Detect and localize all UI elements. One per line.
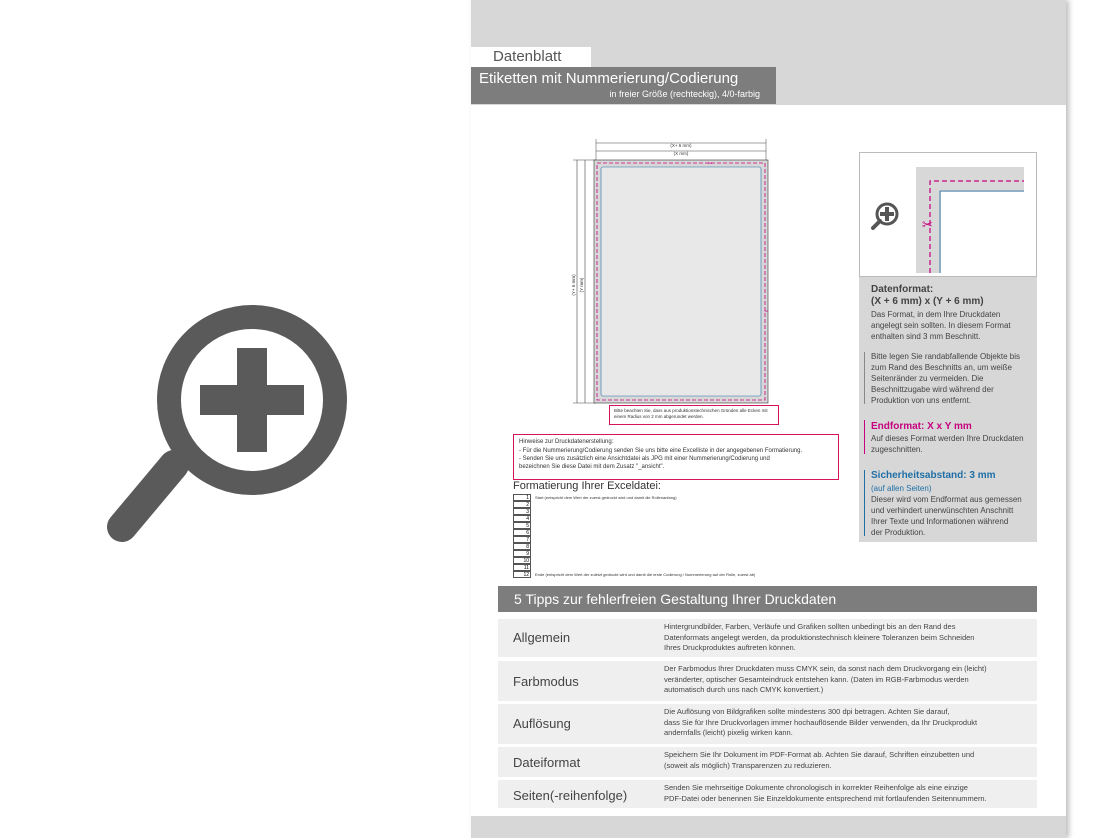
tip-line: Speichern Sie Ihr Dokument im PDF-Format ab. Achten Sie darauf, Schriften einzubetten und <box>664 750 975 759</box>
endformat-text: zugeschnitten. <box>871 445 923 454</box>
legend-panel <box>859 152 1037 542</box>
excel-row <box>513 501 843 508</box>
excel-row <box>513 557 843 564</box>
safety-text: Ihrer Texte und Informationen während <box>871 517 1009 526</box>
excel-row <box>513 564 843 571</box>
tip-row-allgemein <box>498 619 1037 657</box>
tip-line: Der Farbmodus Ihrer Druckdaten muss CMYK sein, da sonst nach dem Druckvorgang ein (leicht) <box>664 664 987 673</box>
excel-row <box>513 494 843 501</box>
tip-line: Ihres Druckproduktes auftreten können. <box>664 643 796 652</box>
hints-box <box>513 434 839 480</box>
excel-row <box>513 550 843 557</box>
tip-line: Senden Sie mehrseitige Dokumente chronologisch in korrekter Reihenfolge als eine einzige <box>664 783 968 792</box>
hints-line: - Für die Nummerierung/Codierung senden Sie uns bitte eine Excelliste in der angegebenen Formatierung. <box>519 448 803 454</box>
datenformat-text: angelegt sein sollten. In diesem Format <box>871 321 1011 330</box>
row-number: 2 <box>513 501 531 508</box>
dim-outer-v-label: (Y+ 6 mm) <box>571 274 576 296</box>
row-number: 1 <box>513 494 531 501</box>
bleed-text: Beschnittzugabe wird während der <box>871 385 994 394</box>
datasheet-page <box>471 0 1066 838</box>
tip-desc <box>664 664 987 696</box>
sheet-label: Datenblatt <box>471 47 591 67</box>
tip-label: Dateiformat <box>513 755 581 770</box>
tip-label: Farbmodus <box>513 674 579 689</box>
tip-line: Hintergrundbilder, Farben, Verläufe und Grafiken sollten unbedingt bis an den Rand des <box>664 622 956 631</box>
tip-desc <box>664 783 987 804</box>
tip-line: veränderter, optischer Gesamteindruck entstehen kann. (Daten im RGB-Farbmodus werden <box>664 674 969 684</box>
safety-text: Dieser wird vom Endformat aus gemessen <box>871 495 1022 504</box>
tip-desc <box>664 707 977 739</box>
safety-rect <box>601 167 761 396</box>
tip-line: andernfalls (leicht) pixelig wirken kann. <box>664 728 793 737</box>
tip-line: PDF-Datei oder benennen Sie Einzeldokumente entsprechend mit fortlaufenden Seitennummern. <box>664 793 987 803</box>
tip-label: Seiten(-reihenfolge) <box>513 788 628 803</box>
row-number: 12 <box>513 571 531 578</box>
endformat-text: Auf dieses Format werden Ihre Druckdaten <box>871 434 1024 443</box>
tip-row-seiten <box>498 780 1037 808</box>
excel-row <box>513 515 843 522</box>
zoom-in-icon[interactable] <box>104 305 356 545</box>
scissors-icon: ✂ <box>764 309 769 315</box>
scissors-icon: ✂ <box>708 161 713 167</box>
datenformat-title: Datenformat: <box>871 284 934 295</box>
tip-desc <box>664 622 974 654</box>
datenformat-text: Das Format, in dem Ihre Druckdaten <box>871 310 1001 319</box>
tip-label: Allgemein <box>513 630 571 645</box>
row-number: 7 <box>513 536 531 543</box>
hints-line: bezeichnen Sie diese Datei mit dem Zusatz "_ansicht". <box>519 464 665 470</box>
tip-line: Die Auflösung von Bildgrafiken sollte mindestens 300 dpi betragen. Achten Sie darauf, <box>664 707 950 716</box>
safety-text: und verhindert unerwünschten Anschnitt <box>871 506 1014 515</box>
bleed-text: Seitenränder zu vermeiden. Die <box>871 374 984 383</box>
row-number: 9 <box>513 550 531 557</box>
datenformat-value: (X + 6 mm) x (Y + 6 mm) <box>871 296 984 307</box>
row-number: 8 <box>513 543 531 550</box>
tip-line: (soweit als möglich) Transparenzen zu reduzieren. <box>664 760 832 770</box>
tips-heading: 5 Tipps zur fehlerfreien Gestaltung Ihrer Druckdaten <box>498 586 1037 612</box>
row-number: 4 <box>513 515 531 522</box>
sheet-subtitle: in freier Größe (rechteckig), 4/0-farbig <box>609 89 760 99</box>
tip-row-aufloesung <box>498 704 1037 744</box>
sheet-footer-band <box>471 816 1066 838</box>
sheet-title-bar <box>471 67 776 104</box>
tip-line: dass Sie für Ihre Druckvorlagen immer hochauflösende Bilder verwenden, da Ihr Druckprodukt <box>664 717 978 727</box>
safety-title: Sicherheitsabstand: 3 mm <box>871 470 996 481</box>
excel-row <box>513 536 843 543</box>
sheet-title: Etiketten mit Nummerierung/Codierung <box>479 70 739 87</box>
hints-line: - Senden Sie uns zusätzlich eine Ansichtdatei als JPG mit einer Nummerierung/Codierung und <box>519 456 770 462</box>
bleed-text: zum Rand des Beschnitts an, um weiße <box>871 363 1012 372</box>
endformat-title: Endformat: X x Y mm <box>871 421 972 432</box>
row-note: Ende (entspricht dem Wert der zuletzt gedruckt wird und damit die erste Codierung / Nummerierung auf der Rolle, zuerst ab) <box>535 572 756 577</box>
tip-desc <box>664 750 974 771</box>
row-number: 6 <box>513 529 531 536</box>
excel-row <box>513 571 843 578</box>
dim-inner-label: (X mm) <box>673 151 689 156</box>
row-note: Start (entspricht dem Wert der zuerst gedruckt wird und damit die Rollenanfang) <box>535 495 677 500</box>
excel-title: Formatierung Ihrer Exceldatei: <box>513 480 661 492</box>
scissors-icon: ✂ <box>922 218 933 233</box>
label-format-drawing <box>571 135 781 435</box>
tip-label: Auflösung <box>513 716 571 731</box>
dim-inner-v-label: (Y mm) <box>579 277 584 293</box>
tip-row-dateiformat <box>498 747 1037 777</box>
excel-row <box>513 522 843 529</box>
bleed-text: Bitte legen Sie randabfallende Objekte bis <box>871 352 1020 361</box>
tip-line: Datenformats angelegt werden, da produktionstechnisch kleinere Toleranzen beim Schneiden <box>664 632 975 642</box>
corner-detail-view <box>859 152 1037 277</box>
excel-row <box>513 508 843 515</box>
drawing-note: Bitte beachten Sie, dass aus produktionstechnischen Gründen alle Ecken mit einem Radius von 2 mm abgerundet werden. <box>609 405 779 425</box>
excel-row <box>513 543 843 550</box>
hints-title: Hinweise zur Druckdatenerstellung: <box>519 439 614 445</box>
row-number: 3 <box>513 508 531 515</box>
row-number: 5 <box>513 522 531 529</box>
safety-text: der Produktion. <box>871 528 926 537</box>
bleed-text: Produktion von uns entfernt. <box>871 396 972 405</box>
tip-line: automatisch durch uns nach CMYK konvertiert.) <box>664 685 824 694</box>
row-number: 10 <box>513 557 531 564</box>
dim-outer-label: (X+ 6 mm) <box>670 143 692 148</box>
datenformat-text: enthalten sind 3 mm Beschnitt. <box>871 332 981 341</box>
row-number: 11 <box>513 564 531 571</box>
safety-sub: (auf allen Seiten) <box>871 484 932 493</box>
excel-format-table <box>513 494 843 578</box>
excel-row <box>513 529 843 536</box>
tip-row-farbmodus <box>498 661 1037 701</box>
zoom-in-icon <box>873 204 897 228</box>
